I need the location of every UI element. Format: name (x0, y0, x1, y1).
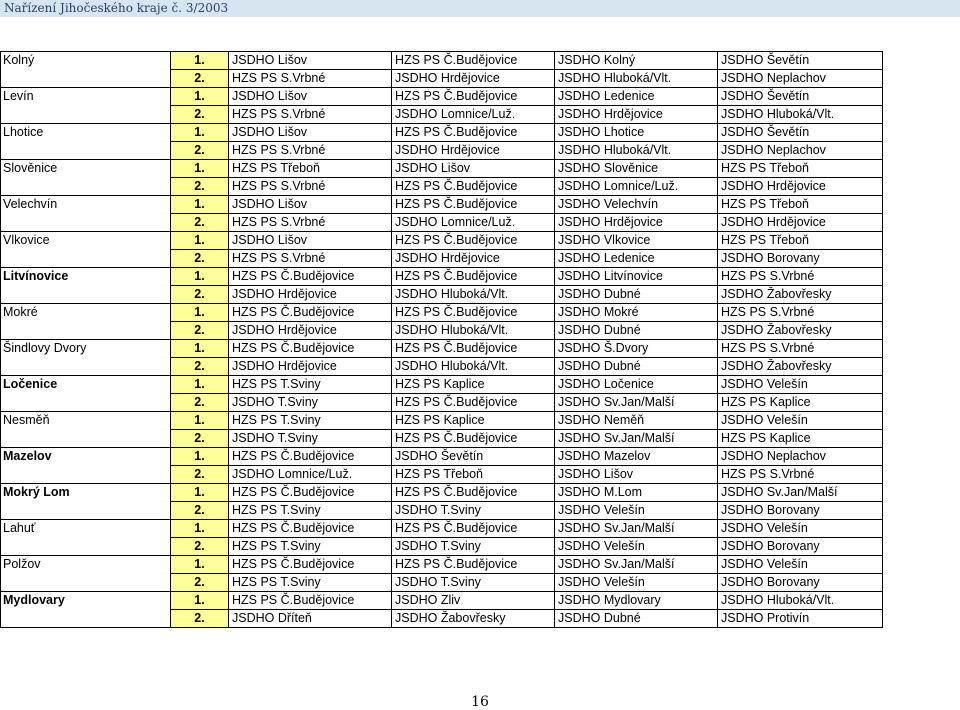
order-cell: 1. (171, 52, 229, 70)
order-cell: 1. (171, 196, 229, 214)
municipality-cell: Mazelov (1, 448, 171, 466)
order-cell: 1. (171, 268, 229, 286)
municipality-cell: Šindlovy Dvory (1, 340, 171, 358)
unit-cell-2: HZS PS Č.Budějovice (392, 484, 555, 502)
unit-cell-1: JSDHO Hrdějovice (229, 358, 392, 376)
order-cell: 1. (171, 88, 229, 106)
order-cell: 2. (171, 178, 229, 196)
unit-cell-4: JSDHO Velešín (718, 412, 883, 430)
unit-cell-3: JSDHO Lhotice (555, 124, 718, 142)
unit-cell-3: JSDHO Mazelov (555, 448, 718, 466)
table-body (1, 52, 883, 628)
order-cell: 1. (171, 376, 229, 394)
unit-cell-3: JSDHO M.Lom (555, 484, 718, 502)
page-number: 16 (471, 694, 489, 710)
municipality-cell: Mokré (1, 304, 171, 322)
municipality-cell (1, 106, 171, 124)
unit-cell-4: JSDHO Velešín (718, 556, 883, 574)
unit-cell-2: JSDHO Lomnice/Luž. (392, 214, 555, 232)
unit-cell-1: JSDHO Hrdějovice (229, 322, 392, 340)
unit-cell-2: HZS PS Č.Budějovice (392, 268, 555, 286)
unit-cell-1: HZS PS S.Vrbné (229, 142, 392, 160)
municipality-cell: Nesměň (1, 412, 171, 430)
unit-cell-3: JSDHO Ločenice (555, 376, 718, 394)
unit-cell-4: JSDHO Neplachov (718, 70, 883, 88)
municipality-cell: Vlkovice (1, 232, 171, 250)
unit-cell-3: JSDHO Dubné (555, 610, 718, 628)
unit-cell-3: JSDHO Kolný (555, 52, 718, 70)
unit-cell-1: JSDHO Lišov (229, 52, 392, 70)
unit-cell-2: HZS PS Č.Budějovice (392, 304, 555, 322)
unit-cell-2: HZS PS Č.Budějovice (392, 52, 555, 70)
table-row (1, 286, 883, 304)
unit-cell-4: HZS PS S.Vrbné (718, 466, 883, 484)
municipality-cell (1, 430, 171, 448)
unit-cell-4: JSDHO Neplachov (718, 448, 883, 466)
unit-cell-2: JSDHO Lomnice/Luž. (392, 106, 555, 124)
unit-cell-3: JSDHO Hluboká/Vlt. (555, 142, 718, 160)
unit-cell-4: JSDHO Borovany (718, 574, 883, 592)
table-row (1, 592, 883, 610)
unit-cell-2: JSDHO Lišov (392, 160, 555, 178)
municipality-cell (1, 250, 171, 268)
unit-cell-1: HZS PS Č.Budějovice (229, 592, 392, 610)
unit-cell-2: JSDHO Hluboká/Vlt. (392, 322, 555, 340)
municipality-cell (1, 502, 171, 520)
municipality-cell: Polžov (1, 556, 171, 574)
order-cell: 2. (171, 70, 229, 88)
table-row (1, 70, 883, 88)
unit-cell-1: HZS PS Č.Budějovice (229, 340, 392, 358)
municipality-cell (1, 214, 171, 232)
unit-cell-1: JSDHO Lomnice/Luž. (229, 466, 392, 484)
table-row (1, 106, 883, 124)
table-row (1, 412, 883, 430)
unit-cell-1: HZS PS Č.Budějovice (229, 484, 392, 502)
order-cell: 2. (171, 322, 229, 340)
unit-cell-4: JSDHO Protivín (718, 610, 883, 628)
unit-cell-3: JSDHO Lomnice/Luž. (555, 178, 718, 196)
order-cell: 2. (171, 394, 229, 412)
unit-cell-4: HZS PS Třeboň (718, 160, 883, 178)
unit-cell-3: JSDHO Dubné (555, 322, 718, 340)
order-cell: 1. (171, 340, 229, 358)
unit-cell-4: JSDHO Borovany (718, 502, 883, 520)
unit-cell-1: JSDHO Dříteň (229, 610, 392, 628)
municipality-cell (1, 286, 171, 304)
table-row (1, 268, 883, 286)
unit-cell-4: JSDHO Ševětín (718, 88, 883, 106)
unit-cell-1: JSDHO T.Sviny (229, 430, 392, 448)
unit-cell-1: HZS PS S.Vrbné (229, 106, 392, 124)
order-cell: 1. (171, 520, 229, 538)
unit-cell-3: JSDHO Ledenice (555, 88, 718, 106)
municipality-cell (1, 358, 171, 376)
table-row (1, 232, 883, 250)
municipality-cell (1, 610, 171, 628)
unit-cell-3: JSDHO Litvínovice (555, 268, 718, 286)
unit-cell-4: HZS PS S.Vrbné (718, 340, 883, 358)
unit-cell-3: JSDHO Slověnice (555, 160, 718, 178)
order-cell: 2. (171, 106, 229, 124)
unit-cell-4: HZS PS Kaplice (718, 394, 883, 412)
municipality-cell: Lhotice (1, 124, 171, 142)
municipality-cell (1, 394, 171, 412)
order-cell: 2. (171, 610, 229, 628)
table-row (1, 88, 883, 106)
unit-cell-3: JSDHO Neměň (555, 412, 718, 430)
unit-cell-3: JSDHO Velešín (555, 574, 718, 592)
table-row (1, 214, 883, 232)
unit-cell-3: JSDHO Vlkovice (555, 232, 718, 250)
table-row (1, 160, 883, 178)
municipality-cell (1, 322, 171, 340)
order-cell: 1. (171, 160, 229, 178)
unit-cell-2: HZS PS Č.Budějovice (392, 124, 555, 142)
unit-cell-1: HZS PS S.Vrbné (229, 214, 392, 232)
unit-cell-3: JSDHO Velešín (555, 502, 718, 520)
unit-cell-3: JSDHO Sv.Jan/Malší (555, 430, 718, 448)
unit-cell-1: HZS PS T.Sviny (229, 412, 392, 430)
unit-cell-4: HZS PS S.Vrbné (718, 268, 883, 286)
table-row (1, 52, 883, 70)
order-cell: 2. (171, 142, 229, 160)
unit-cell-4: JSDHO Velešín (718, 520, 883, 538)
table-row (1, 574, 883, 592)
unit-cell-3: JSDHO Ledenice (555, 250, 718, 268)
order-cell: 2. (171, 286, 229, 304)
order-cell: 2. (171, 358, 229, 376)
unit-cell-1: HZS PS T.Sviny (229, 574, 392, 592)
unit-cell-1: JSDHO Lišov (229, 88, 392, 106)
municipality-cell: Velechvín (1, 196, 171, 214)
municipality-cell: Litvínovice (1, 268, 171, 286)
order-cell: 1. (171, 484, 229, 502)
unit-cell-2: JSDHO T.Sviny (392, 574, 555, 592)
unit-cell-2: JSDHO Zliv (392, 592, 555, 610)
unit-cell-1: HZS PS Č.Budějovice (229, 448, 392, 466)
unit-cell-2: HZS PS Třeboň (392, 466, 555, 484)
unit-cell-4: JSDHO Žabovřesky (718, 322, 883, 340)
unit-cell-1: JSDHO T.Sviny (229, 394, 392, 412)
table-row (1, 304, 883, 322)
order-cell: 2. (171, 214, 229, 232)
unit-cell-4: HZS PS Třeboň (718, 232, 883, 250)
table-row (1, 340, 883, 358)
table-row (1, 556, 883, 574)
unit-cell-2: HZS PS Č.Budějovice (392, 556, 555, 574)
unit-cell-2: JSDHO T.Sviny (392, 538, 555, 556)
order-cell: 1. (171, 448, 229, 466)
unit-cell-1: HZS PS Třeboň (229, 160, 392, 178)
document-header (0, 0, 960, 17)
order-cell: 1. (171, 304, 229, 322)
unit-cell-2: JSDHO Hrdějovice (392, 70, 555, 88)
unit-cell-1: JSDHO Hrdějovice (229, 286, 392, 304)
unit-cell-4: JSDHO Neplachov (718, 142, 883, 160)
municipality-cell (1, 142, 171, 160)
municipality-cell: Slověnice (1, 160, 171, 178)
order-cell: 2. (171, 466, 229, 484)
table-row (1, 358, 883, 376)
unit-cell-2: HZS PS Kaplice (392, 376, 555, 394)
unit-cell-2: JSDHO Hrdějovice (392, 142, 555, 160)
unit-cell-1: HZS PS T.Sviny (229, 538, 392, 556)
unit-cell-2: JSDHO Hluboká/Vlt. (392, 358, 555, 376)
order-cell: 1. (171, 556, 229, 574)
unit-cell-3: JSDHO Sv.Jan/Malší (555, 394, 718, 412)
unit-cell-2: JSDHO Žabovřesky (392, 610, 555, 628)
unit-cell-3: JSDHO Mydlovary (555, 592, 718, 610)
unit-cell-1: HZS PS T.Sviny (229, 502, 392, 520)
table-row (1, 502, 883, 520)
fire-units-table (0, 51, 883, 628)
unit-cell-2: HZS PS Č.Budějovice (392, 340, 555, 358)
order-cell: 2. (171, 502, 229, 520)
order-cell: 2. (171, 430, 229, 448)
unit-cell-3: JSDHO Velešín (555, 538, 718, 556)
unit-cell-2: JSDHO Hrdějovice (392, 250, 555, 268)
unit-cell-4: JSDHO Hrdějovice (718, 178, 883, 196)
unit-cell-2: HZS PS Kaplice (392, 412, 555, 430)
unit-cell-1: JSDHO Lišov (229, 232, 392, 250)
order-cell: 2. (171, 574, 229, 592)
unit-cell-1: HZS PS S.Vrbné (229, 178, 392, 196)
order-cell: 1. (171, 412, 229, 430)
municipality-cell: Mydlovary (1, 592, 171, 610)
unit-cell-3: JSDHO Sv.Jan/Malší (555, 556, 718, 574)
municipality-cell: Lahuť (1, 520, 171, 538)
unit-cell-3: JSDHO Š.Dvory (555, 340, 718, 358)
unit-cell-1: HZS PS Č.Budějovice (229, 520, 392, 538)
table-row (1, 196, 883, 214)
unit-cell-2: JSDHO T.Sviny (392, 502, 555, 520)
unit-cell-1: HZS PS Č.Budějovice (229, 268, 392, 286)
unit-cell-2: HZS PS Č.Budějovice (392, 178, 555, 196)
unit-cell-4: JSDHO Ševětín (718, 124, 883, 142)
unit-cell-4: JSDHO Borovany (718, 538, 883, 556)
unit-cell-2: HZS PS Č.Budějovice (392, 430, 555, 448)
municipality-cell (1, 466, 171, 484)
unit-cell-3: JSDHO Velechvín (555, 196, 718, 214)
unit-cell-3: JSDHO Hrdějovice (555, 106, 718, 124)
unit-cell-1: HZS PS Č.Budějovice (229, 556, 392, 574)
unit-cell-3: JSDHO Lišov (555, 466, 718, 484)
unit-cell-2: HZS PS Č.Budějovice (392, 394, 555, 412)
unit-cell-2: HZS PS Č.Budějovice (392, 520, 555, 538)
municipality-cell (1, 70, 171, 88)
table-row (1, 394, 883, 412)
unit-cell-4: JSDHO Hrdějovice (718, 214, 883, 232)
table-row (1, 178, 883, 196)
municipality-cell (1, 574, 171, 592)
table-row (1, 430, 883, 448)
unit-cell-1: JSDHO Lišov (229, 124, 392, 142)
unit-cell-1: JSDHO Lišov (229, 196, 392, 214)
document-header-title: Nařízení Jihočeského kraje č. 3/2003 (4, 1, 229, 15)
table-row (1, 520, 883, 538)
unit-cell-2: HZS PS Č.Budějovice (392, 88, 555, 106)
table-row (1, 142, 883, 160)
unit-cell-4: JSDHO Sv.Jan/Malší (718, 484, 883, 502)
unit-cell-3: JSDHO Dubné (555, 358, 718, 376)
table-row (1, 610, 883, 628)
unit-cell-1: HZS PS S.Vrbné (229, 250, 392, 268)
municipality-cell: Mokrý Lom (1, 484, 171, 502)
unit-cell-4: HZS PS Třeboň (718, 196, 883, 214)
unit-cell-4: JSDHO Žabovřesky (718, 358, 883, 376)
municipality-cell (1, 538, 171, 556)
unit-cell-3: JSDHO Mokré (555, 304, 718, 322)
unit-cell-2: HZS PS Č.Budějovice (392, 196, 555, 214)
municipality-cell: Kolný (1, 52, 171, 70)
municipality-cell: Ločenice (1, 376, 171, 394)
order-cell: 2. (171, 250, 229, 268)
unit-cell-1: HZS PS S.Vrbné (229, 70, 392, 88)
unit-cell-1: HZS PS T.Sviny (229, 376, 392, 394)
table-row (1, 250, 883, 268)
unit-cell-2: JSDHO Hluboká/Vlt. (392, 286, 555, 304)
unit-cell-4: JSDHO Velešín (718, 376, 883, 394)
unit-cell-4: HZS PS Kaplice (718, 430, 883, 448)
unit-cell-3: JSDHO Hluboká/Vlt. (555, 70, 718, 88)
table-row (1, 124, 883, 142)
order-cell: 1. (171, 592, 229, 610)
table-row (1, 376, 883, 394)
order-cell: 2. (171, 538, 229, 556)
municipality-cell (1, 178, 171, 196)
unit-cell-3: JSDHO Sv.Jan/Malší (555, 520, 718, 538)
unit-cell-4: HZS PS S.Vrbné (718, 304, 883, 322)
table-row (1, 466, 883, 484)
unit-cell-2: HZS PS Č.Budějovice (392, 232, 555, 250)
unit-cell-2: JSDHO Ševětín (392, 448, 555, 466)
unit-cell-3: JSDHO Dubné (555, 286, 718, 304)
table-row (1, 448, 883, 466)
unit-cell-4: JSDHO Hluboká/Vlt. (718, 106, 883, 124)
unit-cell-1: HZS PS Č.Budějovice (229, 304, 392, 322)
unit-cell-4: JSDHO Borovany (718, 250, 883, 268)
table-row (1, 322, 883, 340)
table-row (1, 538, 883, 556)
unit-cell-4: JSDHO Ševětín (718, 52, 883, 70)
unit-cell-4: JSDHO Žabovřesky (718, 286, 883, 304)
table-row (1, 484, 883, 502)
unit-cell-3: JSDHO Hrdějovice (555, 214, 718, 232)
order-cell: 1. (171, 124, 229, 142)
unit-cell-4: JSDHO Hluboká/Vlt. (718, 592, 883, 610)
municipality-cell: Levín (1, 88, 171, 106)
order-cell: 1. (171, 232, 229, 250)
